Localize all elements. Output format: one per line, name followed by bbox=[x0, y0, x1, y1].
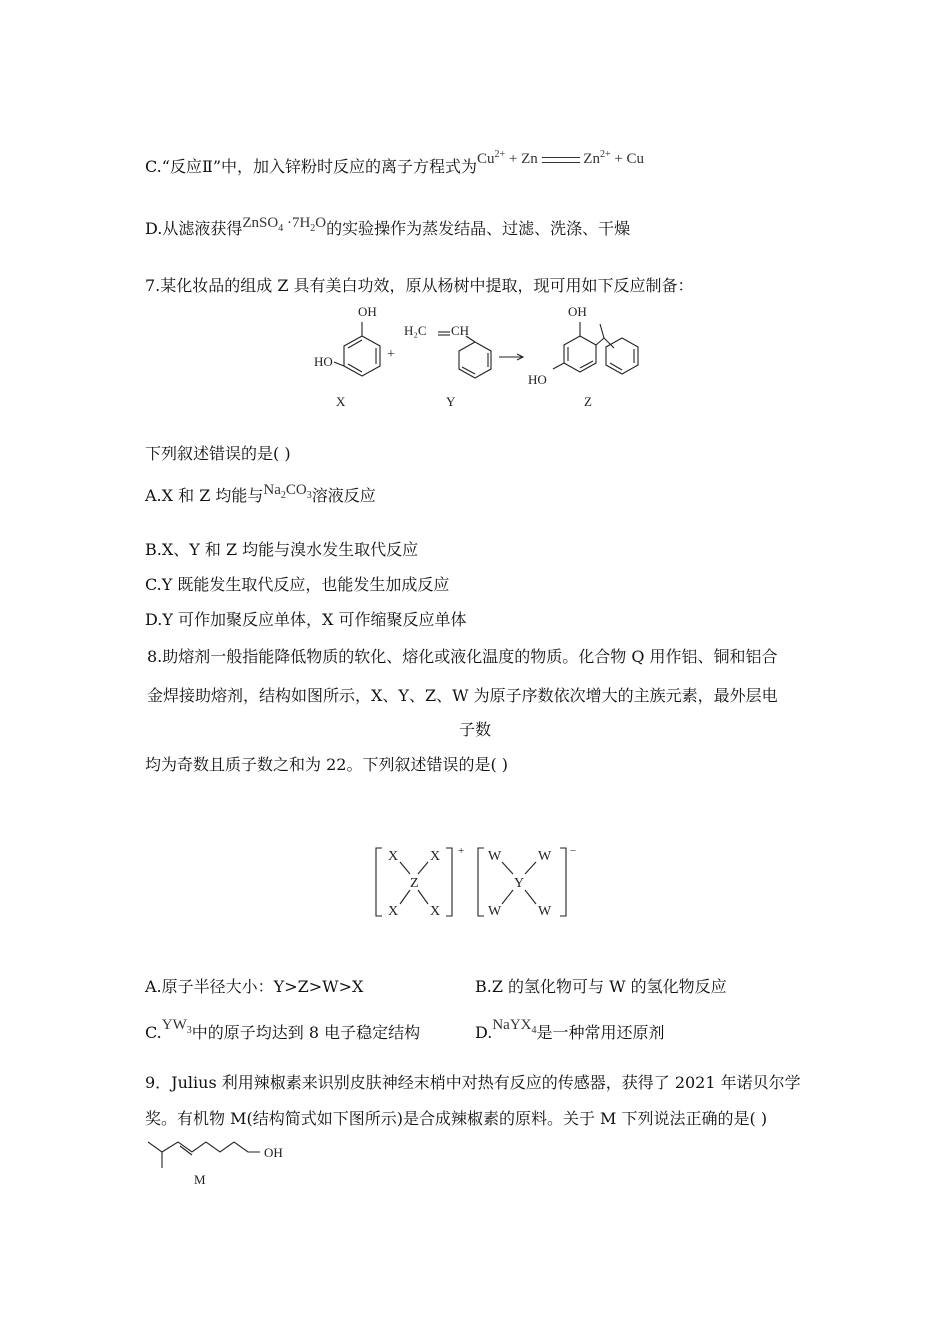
q9-stem-line1: 9．Julius 利用辣椒素来识别皮肤神经末梢中对热有反应的传感器，获得了 2021 年诺贝尔学 bbox=[145, 1073, 801, 1092]
m-label: M bbox=[194, 1172, 206, 1187]
q8-stem-line4: 均为奇数且质子数之和为 22。下列叙述错误的是( ) bbox=[145, 755, 509, 774]
q6-option-d-formula: ZnSO$_4$ $\cdot 7H_2O$ bbox=[242, 215, 327, 234]
q7-option-a-formula: $Na_2CO_3$ bbox=[263, 482, 312, 501]
q9-stem-line2: 奖。有机物 M(结构简式如下图所示)是合成辣椒素的原料。关于 M 下列说法正确的是( ) bbox=[145, 1109, 768, 1128]
x-ho-label: HO bbox=[314, 354, 333, 369]
equals-sign bbox=[542, 157, 580, 163]
z-label: Z bbox=[584, 394, 592, 409]
q7-question: 下列叙述错误的是( ) bbox=[145, 444, 291, 463]
z-ho-label: HO bbox=[528, 372, 547, 387]
cation-x1: X bbox=[388, 849, 399, 864]
x-label: X bbox=[336, 394, 346, 409]
q8-option-a: A.原子半径大小：Y>Z>W>X bbox=[145, 977, 364, 996]
q7-option-b: B.X、Y 和 Z 均能与溴水发生取代反应 bbox=[145, 540, 419, 559]
q8-stem-line1: 8.助熔剂一般指能降低物质的软化、熔化或液化温度的物质。化合物 Q 用作铝、铜和铝合 bbox=[147, 647, 778, 666]
q9-structure-m bbox=[140, 1138, 300, 1190]
q7-reaction-diagram bbox=[300, 300, 660, 415]
q7-stem: 7.某化妆品的组成 Z 具有美白功效，原从杨树中提取，现可用如下反应制备： bbox=[145, 276, 694, 295]
q8-option-d-formula: NaYX$_4$ bbox=[492, 1017, 537, 1036]
cation-charge: + bbox=[458, 845, 465, 857]
q8-option-d: D.NaYX$_4$是一种常用还原剂 bbox=[475, 1017, 665, 1042]
q6-option-d: D.从滤液获得ZnSO$_4$ $\cdot 7H_2O$的实验操作为蒸发结晶、过滤、洗涤、干燥 bbox=[145, 215, 631, 238]
cation-x3: X bbox=[388, 904, 399, 919]
cation-z: Z bbox=[410, 876, 419, 891]
cation-x2: X bbox=[430, 849, 441, 864]
anion-y: Y bbox=[514, 876, 525, 891]
anion-w4: W bbox=[538, 904, 552, 919]
q6-option-c-equation: $Cu^{2+} + Zn$ $Zn^{2+} + Cu$ bbox=[477, 149, 645, 167]
q8-option-b: B.Z 的氢化物可与 W 的氢化物反应 bbox=[475, 977, 727, 996]
anion-charge: − bbox=[570, 845, 577, 857]
anion-w3: W bbox=[488, 904, 502, 919]
q7-option-d: D.Y 可作加聚反应单体，X 可作缩聚反应单体 bbox=[145, 610, 467, 629]
q8-stem-line2: 金焊接助熔剂，结构如图所示，X、Y、Z、W 为原子序数依次增大的主族元素，最外层电 bbox=[147, 686, 778, 705]
q8-stem-line3: 子数 bbox=[459, 720, 492, 739]
q7-option-a: A.X 和 Z 均能与$Na_2CO_3$溶液反应 bbox=[145, 482, 376, 505]
z-oh-label: OH bbox=[568, 304, 587, 319]
anion-w2: W bbox=[538, 849, 552, 864]
q8-structure-diagram bbox=[370, 842, 585, 922]
y-h2c-label: H₂C bbox=[404, 323, 427, 338]
q6-option-c bbox=[145, 149, 645, 178]
q6-option-c-text: C.“反应Ⅱ”中，加入锌粉时反应的离子方程式为 bbox=[145, 157, 477, 176]
m-oh-label: OH bbox=[264, 1145, 283, 1160]
q7-option-c: C.Y 既能发生取代反应，也能发生加成反应 bbox=[145, 575, 450, 594]
q8-option-c: $C.YW_3$中的原子均达到 8 电子稳定结构 bbox=[145, 1017, 421, 1042]
cation-x4: X bbox=[430, 904, 441, 919]
x-oh-label: OH bbox=[358, 304, 377, 319]
q8-option-c-formula: $YW_3$ bbox=[161, 1017, 192, 1036]
y-ch-label: CH bbox=[451, 323, 470, 338]
y-label: Y bbox=[446, 394, 456, 409]
anion-w1: W bbox=[488, 849, 502, 864]
plus-sign: + bbox=[387, 347, 395, 362]
